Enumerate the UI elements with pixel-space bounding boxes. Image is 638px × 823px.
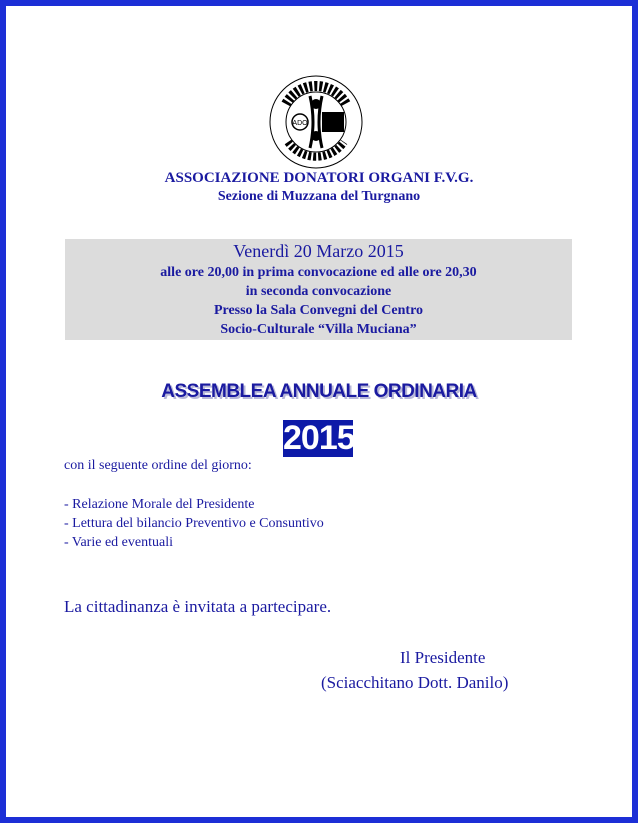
meeting-venue: Presso la Sala Convegni del Centro — [213, 303, 424, 318]
agenda-item: - Relazione Morale del Presidente — [64, 497, 255, 512]
meeting-second-call: in seconda convocazione — [245, 284, 392, 299]
org-name: ASSOCIAZIONE DONATORI ORGANI F.V.G. — [164, 170, 474, 186]
assembly-year: 2015 — [283, 419, 355, 457]
assembly-title: ASSEMBLEA ANNUALE ORDINARIA — [161, 381, 477, 402]
meeting-details-box — [65, 239, 572, 340]
org-section: Sezione di Muzzana del Turgnano — [217, 189, 421, 204]
signature-role: Il Presidente — [400, 648, 486, 667]
meeting-date: Venerdì 20 Marzo 2015 — [233, 241, 404, 261]
invitation-text: La cittadinanza è invitata a partecipare. — [64, 597, 332, 616]
agenda-item: - Varie ed eventuali — [64, 535, 173, 550]
signature-name: (Sciacchitano Dott. Danilo) — [321, 673, 509, 692]
agenda-intro: con il seguente ordine del giorno: — [64, 458, 252, 473]
ado-logo — [266, 74, 366, 170]
logo-center-text: ADO — [292, 120, 308, 127]
meeting-time: alle ore 20,00 in prima convocazione ed alle ore 20,30 — [160, 265, 477, 280]
agenda-item: - Lettura del bilancio Preventivo e Consuntivo — [64, 516, 324, 531]
meeting-venue-name: Socio-Culturale “Villa Muciana” — [220, 322, 417, 337]
